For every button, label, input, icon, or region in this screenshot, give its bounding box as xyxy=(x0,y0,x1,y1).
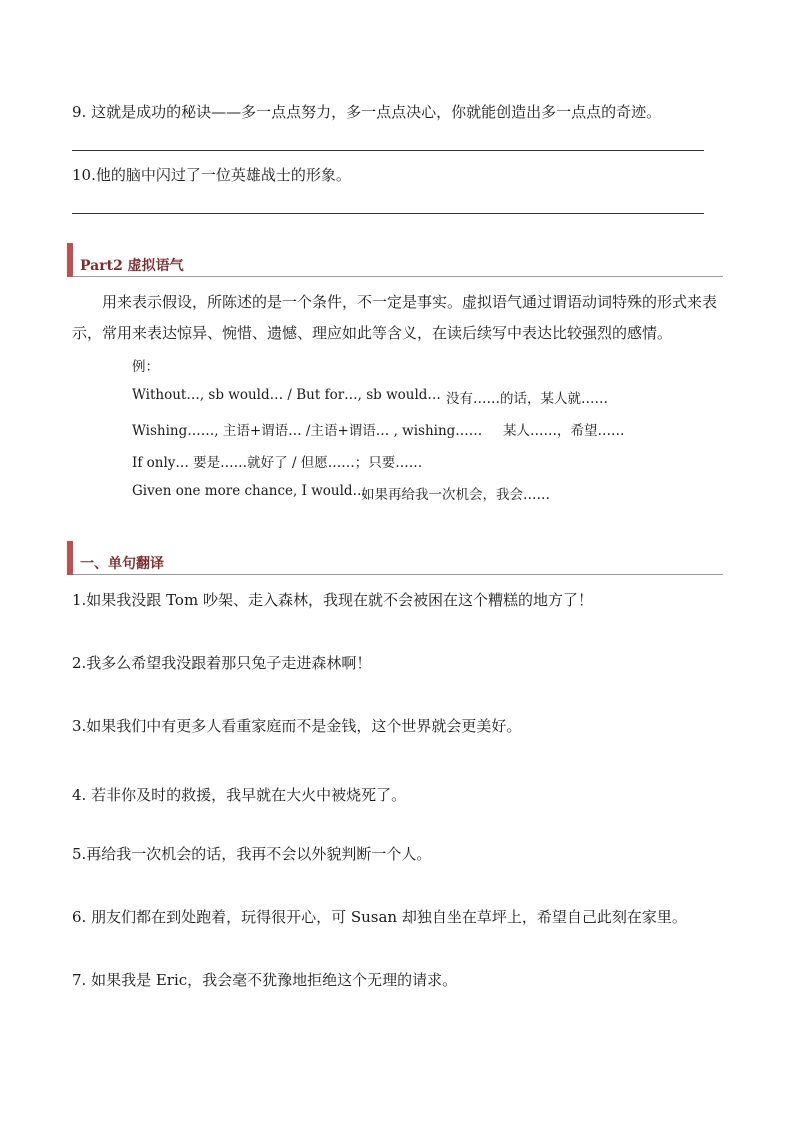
example-label: 例： xyxy=(132,359,159,375)
part2-title: Part2 虚拟语气 xyxy=(80,258,184,274)
example-meaning: 没有……的话，某人就…… xyxy=(446,391,608,407)
part2-heading xyxy=(67,243,723,277)
part2-paragraph: 用来表示假设，所陈述的是一个条件，不一定是事实。虚拟语气通过谓语动词特殊的形式来表示，常用来表达惊异、惋惜、遗憾、理应如此等含义，在读后续写中表达比较强烈的感情。 xyxy=(72,293,718,342)
question: 6. 朋友们都在到处跑着，玩得很开心，可 Susan 却独自坐在草坪上，希望自己此刻在家里。 xyxy=(72,908,687,926)
answer-line xyxy=(72,150,704,151)
question: 2.我多么希望我没跟着那只兔子走进森林啊！ xyxy=(72,654,372,672)
item-10: 10.他的脑中闪过了一位英雄战士的形象。 xyxy=(72,166,351,184)
section1-heading xyxy=(67,541,723,575)
answer-line xyxy=(72,213,704,214)
question: 1.如果我没跟 Tom 吵架、走入森林，我现在就不会被困在这个糟糕的地方了！ xyxy=(72,591,593,609)
heading-rule xyxy=(73,276,723,277)
item-9: 9. 这就是成功的秘诀——多一点点努力，多一点点决心，你就能创造出多一点点的奇迹。 xyxy=(72,103,662,121)
heading-accent-bar xyxy=(67,541,73,575)
example-meaning: 如果再给我一次机会，我会…… xyxy=(361,487,550,503)
example-pattern: Without…, sb would… / But for…, sb would… xyxy=(132,387,441,403)
example-meaning: 某人……，希望…… xyxy=(503,423,625,439)
question: 4. 若非你及时的救援，我早就在大火中被烧死了。 xyxy=(72,786,407,804)
heading-accent-bar xyxy=(67,243,73,277)
question: 7. 如果我是 Eric，我会毫不犹豫地拒绝这个无理的请求。 xyxy=(72,971,458,989)
example-pattern: Given one more chance, I would… xyxy=(132,483,367,499)
question: 3.如果我们中有更多人看重家庭而不是金钱，这个世界就会更美好。 xyxy=(72,717,522,735)
question: 5.再给我一次机会的话，我再不会以外貌判断一个人。 xyxy=(72,845,432,863)
section1-title: 一、单句翻译 xyxy=(80,556,164,572)
heading-rule xyxy=(73,574,723,575)
example-pattern: Wishing……, 主语+谓语… /主语+谓语… , wishing…… xyxy=(132,423,483,439)
example-pattern: If only… 要是……就好了 / 但愿……；只要…… xyxy=(132,455,423,471)
